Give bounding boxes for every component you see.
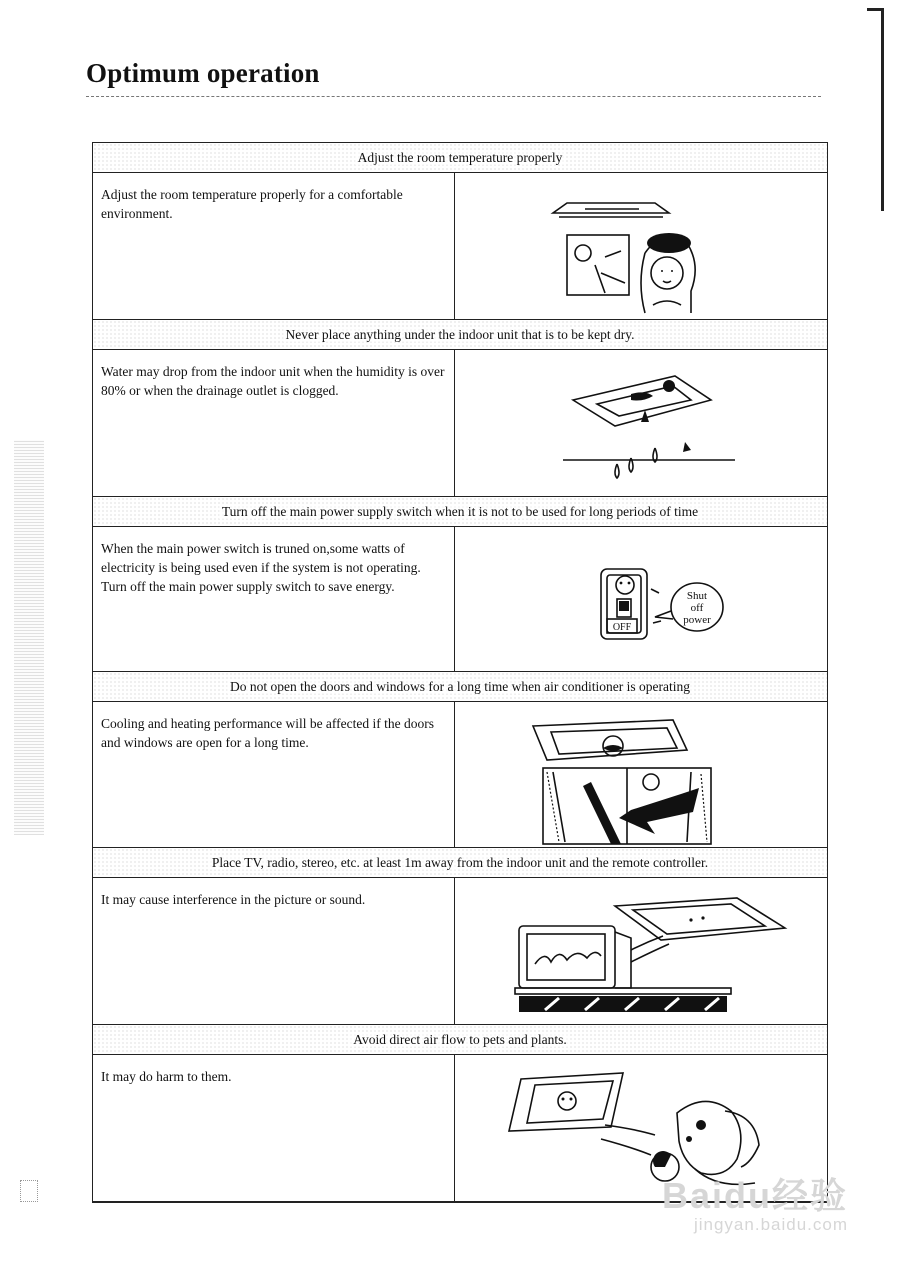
title-rule [86, 96, 821, 97]
section-header [93, 1025, 827, 1055]
dripping-unit-illustration [455, 350, 827, 496]
watermark-logo: Baidu经验 [661, 1175, 848, 1216]
tip-section-tv-radio [93, 848, 827, 1025]
tv-set [519, 926, 615, 988]
sun-shape [575, 245, 591, 261]
section-body [93, 878, 827, 1025]
section-text: It may do harm to them. [93, 1055, 455, 1201]
airflow-arrow [619, 788, 699, 834]
section-text: It may cause interference in the picture or sound. [93, 878, 455, 1024]
operation-tips-table [92, 142, 828, 1203]
bubble-label-off: off [690, 602, 704, 614]
watermark-url: jingyan.baidu.com [693, 1215, 848, 1234]
section-illustration [455, 350, 827, 496]
tv-static-line [535, 952, 601, 964]
section-header-text: Adjust the room temperature properly [355, 150, 566, 165]
ceiling-unit-face [615, 898, 785, 940]
tip-section-keep-dry [93, 320, 827, 497]
section-illustration [455, 527, 827, 671]
section-header [93, 672, 827, 702]
outside-sun [643, 774, 659, 790]
water-drop [615, 464, 619, 478]
section-header-text: Avoid direct air flow to pets and plants. [350, 1032, 569, 1047]
airflow-lines [601, 1125, 655, 1155]
tip-section-temperature [93, 143, 827, 320]
worried-ceiling-unit [533, 720, 687, 760]
power-switch-illustration [455, 527, 827, 671]
ceiling-unit-woman-illustration [455, 173, 827, 319]
section-illustration [455, 173, 827, 319]
tip-section-doors-windows [93, 672, 827, 848]
section-body [93, 173, 827, 320]
section-header [93, 143, 827, 173]
open-window-illustration [455, 702, 827, 847]
section-text: Water may drop from the indoor unit when the humidity is over 80% or when the drainage outlet is clogged. [93, 350, 455, 496]
section-text: When the main power switch is truned on,some watts of electricity is being used even if the system is not operating. Turn off the main power supply switch to save energy. [93, 527, 455, 671]
scan-edge-mark [20, 1180, 38, 1202]
ceiling-unit-shape [553, 203, 669, 213]
bubble-label-shut: Shut [686, 590, 708, 602]
section-header [93, 497, 827, 527]
section-illustration [455, 702, 827, 847]
section-illustration [455, 878, 827, 1024]
section-header [93, 848, 827, 878]
tip-section-power-switch [93, 497, 827, 672]
section-header-text: Place TV, radio, stereo, etc. at least 1m away from the indoor unit and the remote controller. [209, 855, 711, 870]
window-shape [567, 235, 629, 295]
section-header-text: Never place anything under the indoor unit that is to be kept dry. [283, 327, 638, 342]
section-header-text: Do not open the doors and windows for a long time when air conditioner is operating [227, 679, 693, 694]
section-text: Adjust the room temperature properly for a comfortable environment. [93, 173, 455, 319]
bubble-label-power: power [683, 614, 711, 626]
scan-edge-strip [14, 440, 44, 835]
switch-face [616, 576, 634, 594]
tilted-ceiling-unit [573, 376, 711, 426]
section-body [93, 527, 827, 672]
section-body [93, 702, 827, 848]
woman-face [651, 257, 683, 289]
tv-interference-illustration [455, 878, 827, 1024]
watermark [662, 1168, 848, 1235]
section-text: Cooling and heating performance will be affected if the doors and windows are open for a long time. [93, 702, 455, 847]
section-header [93, 320, 827, 350]
page-corner-mark [867, 8, 884, 211]
section-header-text: Turn off the main power supply switch when it is not to be used for long periods of time [219, 504, 701, 519]
page-title: Optimum operation [86, 58, 320, 88]
section-body [93, 350, 827, 497]
switch-off-label: OFF [612, 622, 632, 633]
